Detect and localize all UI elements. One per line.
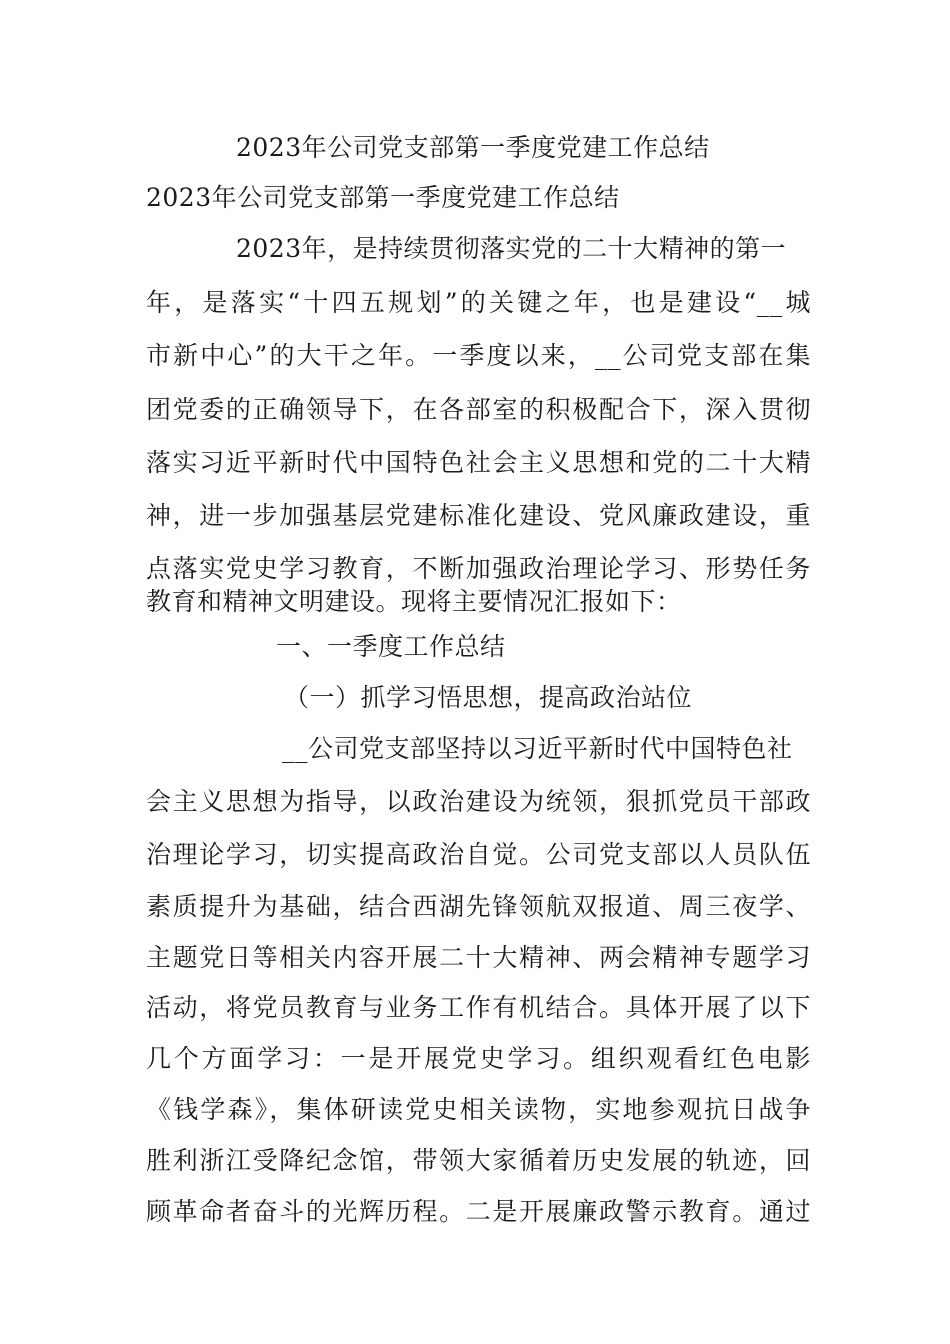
paragraph-line: 点落实党史学习教育，不断加强政治理论学习、形势任务: [146, 554, 811, 583]
paragraph-line: 顾革命者奋斗的光辉历程。二是开展廉政警示教育。通过: [146, 1197, 811, 1226]
paragraph-line: 胜利浙江受降纪念馆，带领大家循着历史发展的轨迹，回: [146, 1146, 811, 1175]
paragraph-line: 素质提升为基础，结合西湖先锋领航双报道、周三夜学、: [146, 892, 811, 921]
document-title: 2023年公司党支部第一季度党建工作总结: [236, 133, 710, 162]
paragraph-line: 市新中心”的大干之年。一季度以来，__公司党支部在集: [146, 341, 811, 370]
paragraph-line: 《钱学森》，集体研读党史相关读物，实地参观抗日战争: [146, 1095, 811, 1124]
paragraph-line: 教育和精神文明建设。现将主要情况汇报如下：: [146, 587, 682, 616]
paragraph-line: __公司党支部坚持以习近平新时代中国特色社: [282, 734, 793, 763]
paragraph-line: 团党委的正确领导下，在各部室的积极配合下，深入贯彻: [146, 395, 811, 424]
paragraph-line: 几个方面学习：一是开展党史学习。组织观看红色电影: [146, 1044, 811, 1073]
paragraph-line: 年，是落实“十四五规划”的关键之年，也是建设“__城: [146, 288, 811, 317]
paragraph-line: 落实习近平新时代中国特色社会主义思想和党的二十大精: [146, 448, 811, 477]
paragraph-line: 主题党日等相关内容开展二十大精神、两会精神专题学习: [146, 943, 811, 972]
document-subtitle: 2023年公司党支部第一季度党建工作总结: [146, 183, 620, 212]
subsection-heading: （一）抓学习悟思想，提高政治站位: [284, 683, 693, 712]
paragraph-line: 会主义思想为指导，以政治建设为统领，狠抓党员干部政: [146, 787, 811, 816]
paragraph-line: 2023年，是持续贯彻落实党的二十大精神的第一: [236, 234, 787, 263]
paragraph-line: 治理论学习，切实提高政治自觉。公司党支部以人员队伍: [146, 840, 811, 869]
paragraph-line: 神，进一步加强基层党建标准化建设、党风廉政建设，重: [146, 501, 811, 530]
paragraph-line: 活动，将党员教育与业务工作有机结合。具体开展了以下: [146, 993, 811, 1022]
section-heading: 一、一季度工作总结: [276, 632, 506, 661]
